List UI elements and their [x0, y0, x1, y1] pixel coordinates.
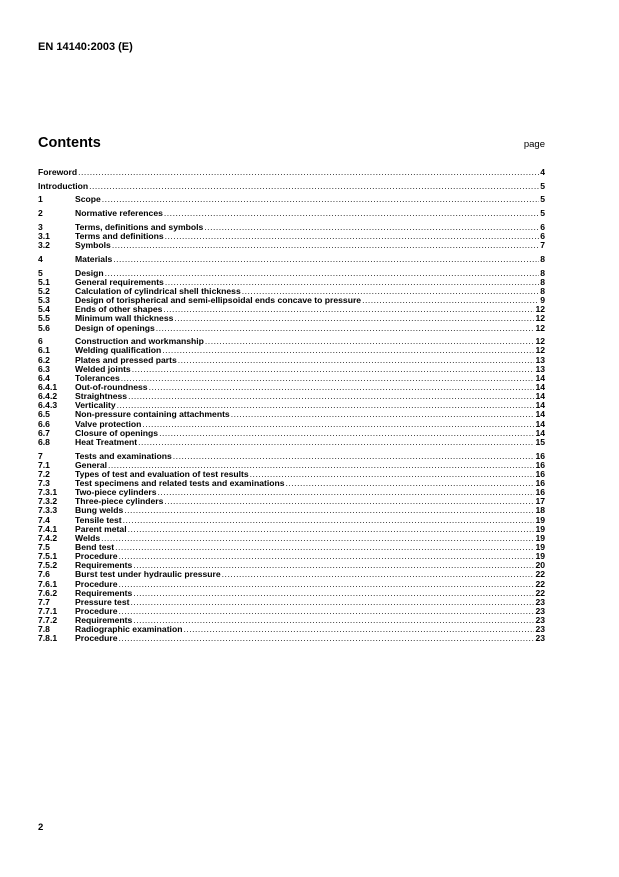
toc-dot-leader [112, 241, 539, 250]
toc-entry-page: 15 [535, 436, 545, 447]
toc-entry-number: 7.7.2 [38, 615, 58, 626]
toc-entry-number: 7.1 [38, 459, 50, 470]
toc-entry-number: 7.4.2 [38, 532, 58, 543]
toc-entry-page: 20 [535, 560, 545, 571]
toc-dot-leader [362, 296, 539, 305]
toc-entry-page: 19 [535, 541, 545, 552]
toc-dot-leader [123, 516, 535, 525]
toc-entry-page: 6 [540, 231, 545, 242]
toc-entry-title: Parent metal [75, 523, 127, 534]
toc-entry-title: Tensile test [75, 514, 122, 525]
toc-entry-page: 23 [535, 615, 545, 626]
toc-dot-leader [231, 410, 535, 419]
toc-entry-page: 12 [535, 345, 545, 356]
toc-entry-number: 7.5 [38, 541, 50, 552]
toc-entry-number: 7.3 [38, 477, 50, 488]
toc-entry-number: 5 [38, 267, 43, 278]
toc-dot-leader [78, 168, 539, 177]
toc-entry-title: Calculation of cylindrical shell thickness [75, 285, 241, 296]
toc-entry-number: 7.8.1 [38, 633, 58, 644]
toc-entry-number: 5.4 [38, 304, 50, 315]
toc-dot-leader [165, 232, 540, 241]
toc-entry-page: 7 [540, 240, 545, 251]
toc-entry-page: 5 [540, 180, 545, 191]
toc-entry-page: 17 [535, 496, 545, 507]
toc-entry-number: 5.1 [38, 276, 50, 287]
toc-entry-number: 3 [38, 221, 43, 232]
toc-dot-leader [121, 374, 535, 383]
toc-entry-title: Burst test under hydraulic pressure [75, 569, 221, 580]
toc-entry-page: 23 [535, 624, 545, 635]
toc-entry-title: Bung welds [75, 505, 124, 516]
toc-entry[interactable] [38, 324, 545, 333]
toc-entry-page: 14 [535, 400, 545, 411]
toc-entry-page: 5 [540, 194, 545, 205]
toc-entry-number: 6.1 [38, 345, 50, 356]
toc-entry-page: 19 [535, 551, 545, 562]
toc-entry-number: 3.2 [38, 240, 50, 251]
toc-dot-leader [128, 525, 535, 534]
toc-entry-page: 19 [535, 532, 545, 543]
toc-entry-number: 6.4.2 [38, 391, 58, 402]
toc-entry-number: 6.5 [38, 409, 50, 420]
toc-entry-page: 23 [535, 596, 545, 607]
toc-dot-leader [164, 209, 539, 218]
toc-entry-page: 12 [535, 304, 545, 315]
toc-entry-number: 3.1 [38, 231, 50, 242]
toc-entry-title: Closure of openings [75, 427, 159, 438]
toc-entry-title: Radiographic examination [75, 624, 183, 635]
toc-entry-number: 7.3.3 [38, 505, 58, 516]
toc-entry-title: Verticality [75, 400, 116, 411]
toc-entry-page: 14 [535, 418, 545, 429]
toc-dot-leader [183, 625, 534, 634]
toc-entry-number: 5.2 [38, 285, 50, 296]
toc-entry-number: 6.4 [38, 372, 50, 383]
toc-dot-leader [119, 580, 535, 589]
toc-entry-title: Scope [75, 194, 101, 205]
toc-dot-leader [174, 314, 534, 323]
toc-entry[interactable] [38, 255, 545, 264]
toc-entry-page: 8 [540, 253, 545, 264]
toc-entry-title: Normative references [75, 208, 163, 219]
toc-dot-leader [101, 534, 534, 543]
document-id: EN 14140:2003 (E) [38, 41, 133, 53]
toc-entry-number: 6.6 [38, 418, 50, 429]
toc-entry[interactable] [38, 534, 545, 543]
toc-entry-title: Procedure [75, 578, 118, 589]
toc-dot-leader [156, 324, 535, 333]
toc-entry-page: 16 [535, 459, 545, 470]
toc-entry-number: 6.7 [38, 427, 50, 438]
toc-entry-title: Straightness [75, 391, 128, 402]
toc-entry-page: 19 [535, 514, 545, 525]
toc-dot-leader [102, 195, 539, 204]
toc-entry-page: 13 [535, 354, 545, 365]
toc-entry-title: Minimum wall thickness [75, 313, 174, 324]
toc-entry-title: Valve protection [75, 418, 142, 429]
toc-entry-page: 9 [540, 295, 545, 306]
toc-entry-title: Welds [75, 532, 101, 543]
toc-entry-page: 8 [540, 276, 545, 287]
toc-entry-page: 14 [535, 381, 545, 392]
toc-entry-page: 14 [535, 372, 545, 383]
toc-entry-page: 12 [535, 313, 545, 324]
toc-entry-title: Materials [75, 253, 113, 264]
toc-entry-number: 7.6 [38, 569, 50, 580]
toc-entry-number: 5.5 [38, 313, 50, 324]
toc-entry-number: 7 [38, 450, 43, 461]
toc-entry-title: Symbols [75, 240, 111, 251]
toc-entry-title: Foreword [38, 166, 78, 177]
toc-entry-number: 7.2 [38, 468, 50, 479]
toc-entry-number: 6.4.3 [38, 400, 58, 411]
toc-dot-leader [222, 570, 535, 579]
toc-dot-leader [142, 420, 534, 429]
toc-entry-title: Non-pressure containing attachments [75, 409, 230, 420]
toc-entry-number: 7.6.2 [38, 587, 58, 598]
toc-entry-title: Requirements [75, 615, 133, 626]
toc-entry-number: 7.5.2 [38, 560, 58, 571]
toc-entry-number: 7.4.1 [38, 523, 58, 534]
toc-entry-number: 5.6 [38, 322, 50, 333]
toc-dot-leader [173, 452, 535, 461]
toc-dot-leader [113, 255, 539, 264]
toc-entry-page: 6 [540, 221, 545, 232]
toc-entry[interactable] [38, 232, 545, 241]
toc-entry-title: Welded joints [75, 363, 131, 374]
toc-entry-number: 7.3.2 [38, 496, 58, 507]
toc-entry-page: 16 [535, 487, 545, 498]
toc-entry-page: 14 [535, 409, 545, 420]
toc-entry-number: 6.2 [38, 354, 50, 365]
toc-dot-leader [286, 479, 535, 488]
toc-entry-title: Design of openings [75, 322, 155, 333]
toc-entry-title: Plates and pressed parts [75, 354, 177, 365]
toc-dot-leader [163, 305, 534, 314]
toc-dot-leader [133, 589, 534, 598]
toc-dot-leader [119, 607, 535, 616]
toc-dot-leader [164, 497, 534, 506]
toc-entry-title: Introduction [38, 180, 89, 191]
toc-entry-title: Requirements [75, 560, 133, 571]
toc-entry-page: 12 [535, 336, 545, 347]
toc-entry-title: Test specimens and related tests and examinations [75, 477, 285, 488]
toc-dot-leader [119, 552, 535, 561]
toc-entry-title: Terms and definitions [75, 231, 164, 242]
toc-entry-number: 1 [38, 194, 43, 205]
toc-entry[interactable] [38, 241, 545, 250]
toc-entry-title: Design of torispherical and semi-ellipsoidal ends concave to pressure [75, 295, 362, 306]
toc-entry-page: 22 [535, 569, 545, 580]
toc-entry-page: 16 [535, 468, 545, 479]
toc-entry-page: 19 [535, 523, 545, 534]
toc-entry[interactable] [38, 168, 545, 177]
toc-entry-title: Procedure [75, 551, 118, 562]
toc-entry-number: 2 [38, 208, 43, 219]
toc-entry[interactable] [38, 438, 545, 447]
toc-entry-page: 13 [535, 363, 545, 374]
toc-dot-leader [162, 346, 534, 355]
toc-entry-title: Welding qualification [75, 345, 162, 356]
toc-entry-page: 5 [540, 208, 545, 219]
toc-dot-leader [132, 365, 535, 374]
toc-entry-title: Out-of-roundness [75, 381, 148, 392]
toc-entry-page: 16 [535, 450, 545, 461]
toc-dot-leader [204, 223, 539, 232]
toc-entry-title: Types of test and evaluation of test results [75, 468, 249, 479]
toc-dot-leader [149, 383, 535, 392]
toc-entry-number: 6.3 [38, 363, 50, 374]
toc-dot-leader [130, 598, 534, 607]
toc-dot-leader [89, 182, 539, 191]
table-of-contents [38, 168, 545, 644]
toc-entry-number: 6.8 [38, 436, 50, 447]
toc-entry-page: 22 [535, 578, 545, 589]
toc-entry-title: Two-piece cylinders [75, 487, 157, 498]
toc-entry-number: 6 [38, 336, 43, 347]
toc-dot-leader [205, 337, 535, 346]
toc-entry-title: Design [75, 267, 104, 278]
toc-entry-title: General [75, 459, 108, 470]
toc-dot-leader [133, 616, 534, 625]
toc-entry-number: 4 [38, 253, 43, 264]
toc-entry-page: 4 [540, 166, 545, 177]
toc-entry-title: Pressure test [75, 596, 130, 607]
toc-entry[interactable] [38, 634, 545, 643]
toc-entry-page: 18 [535, 505, 545, 516]
toc-entry-number: 7.7.1 [38, 605, 58, 616]
toc-entry-title: Requirements [75, 587, 133, 598]
toc-entry-number: 7.5.1 [38, 551, 58, 562]
toc-entry-page: 14 [535, 391, 545, 402]
toc-dot-leader [158, 488, 535, 497]
toc-entry-number: 7.3.1 [38, 487, 58, 498]
toc-entry-page: 8 [540, 267, 545, 278]
toc-dot-leader [115, 543, 534, 552]
toc-dot-leader [105, 269, 540, 278]
toc-entry-number: 7.4 [38, 514, 50, 525]
toc-entry-page: 14 [535, 427, 545, 438]
toc-dot-leader [178, 356, 535, 365]
toc-entry-page: 23 [535, 605, 545, 616]
toc-entry-title: Construction and workmanship [75, 336, 204, 347]
toc-entry-title: General requirements [75, 276, 164, 287]
toc-entry-title: Terms, definitions and symbols [75, 221, 204, 232]
toc-entry-page: 23 [535, 633, 545, 644]
toc-entry[interactable] [38, 182, 545, 191]
toc-entry-page: 16 [535, 477, 545, 488]
toc-entry-title: Procedure [75, 605, 118, 616]
toc-dot-leader [159, 429, 534, 438]
toc-entry[interactable] [38, 209, 545, 218]
toc-entry-page: 8 [540, 285, 545, 296]
toc-entry[interactable] [38, 525, 545, 534]
toc-dot-leader [124, 506, 534, 515]
toc-entry-title: Heat Treatment [75, 436, 138, 447]
toc-entry-title: Tolerances [75, 372, 120, 383]
toc-entry[interactable] [38, 452, 545, 461]
toc-entry-number: 5.3 [38, 295, 50, 306]
toc-entry-page: 12 [535, 322, 545, 333]
contents-heading: Contents [38, 135, 101, 151]
toc-entry-title: Three-piece cylinders [75, 496, 164, 507]
toc-entry[interactable] [38, 195, 545, 204]
toc-dot-leader [250, 470, 535, 479]
toc-entry-title: Tests and examinations [75, 450, 172, 461]
toc-entry-number: 6.4.1 [38, 381, 58, 392]
page-column-label: page [523, 139, 545, 150]
toc-entry-number: 7.6.1 [38, 578, 58, 589]
toc-entry-title: Ends of other shapes [75, 304, 163, 315]
toc-dot-leader [128, 392, 534, 401]
page-number: 2 [38, 822, 44, 833]
toc-entry-number: 7.8 [38, 624, 50, 635]
toc-entry-number: 7.7 [38, 596, 50, 607]
toc-dot-leader [138, 438, 534, 447]
toc-entry-title: Procedure [75, 633, 118, 644]
toc-entry-title: Bend test [75, 541, 115, 552]
toc-dot-leader [119, 634, 535, 643]
toc-entry-page: 22 [535, 587, 545, 598]
